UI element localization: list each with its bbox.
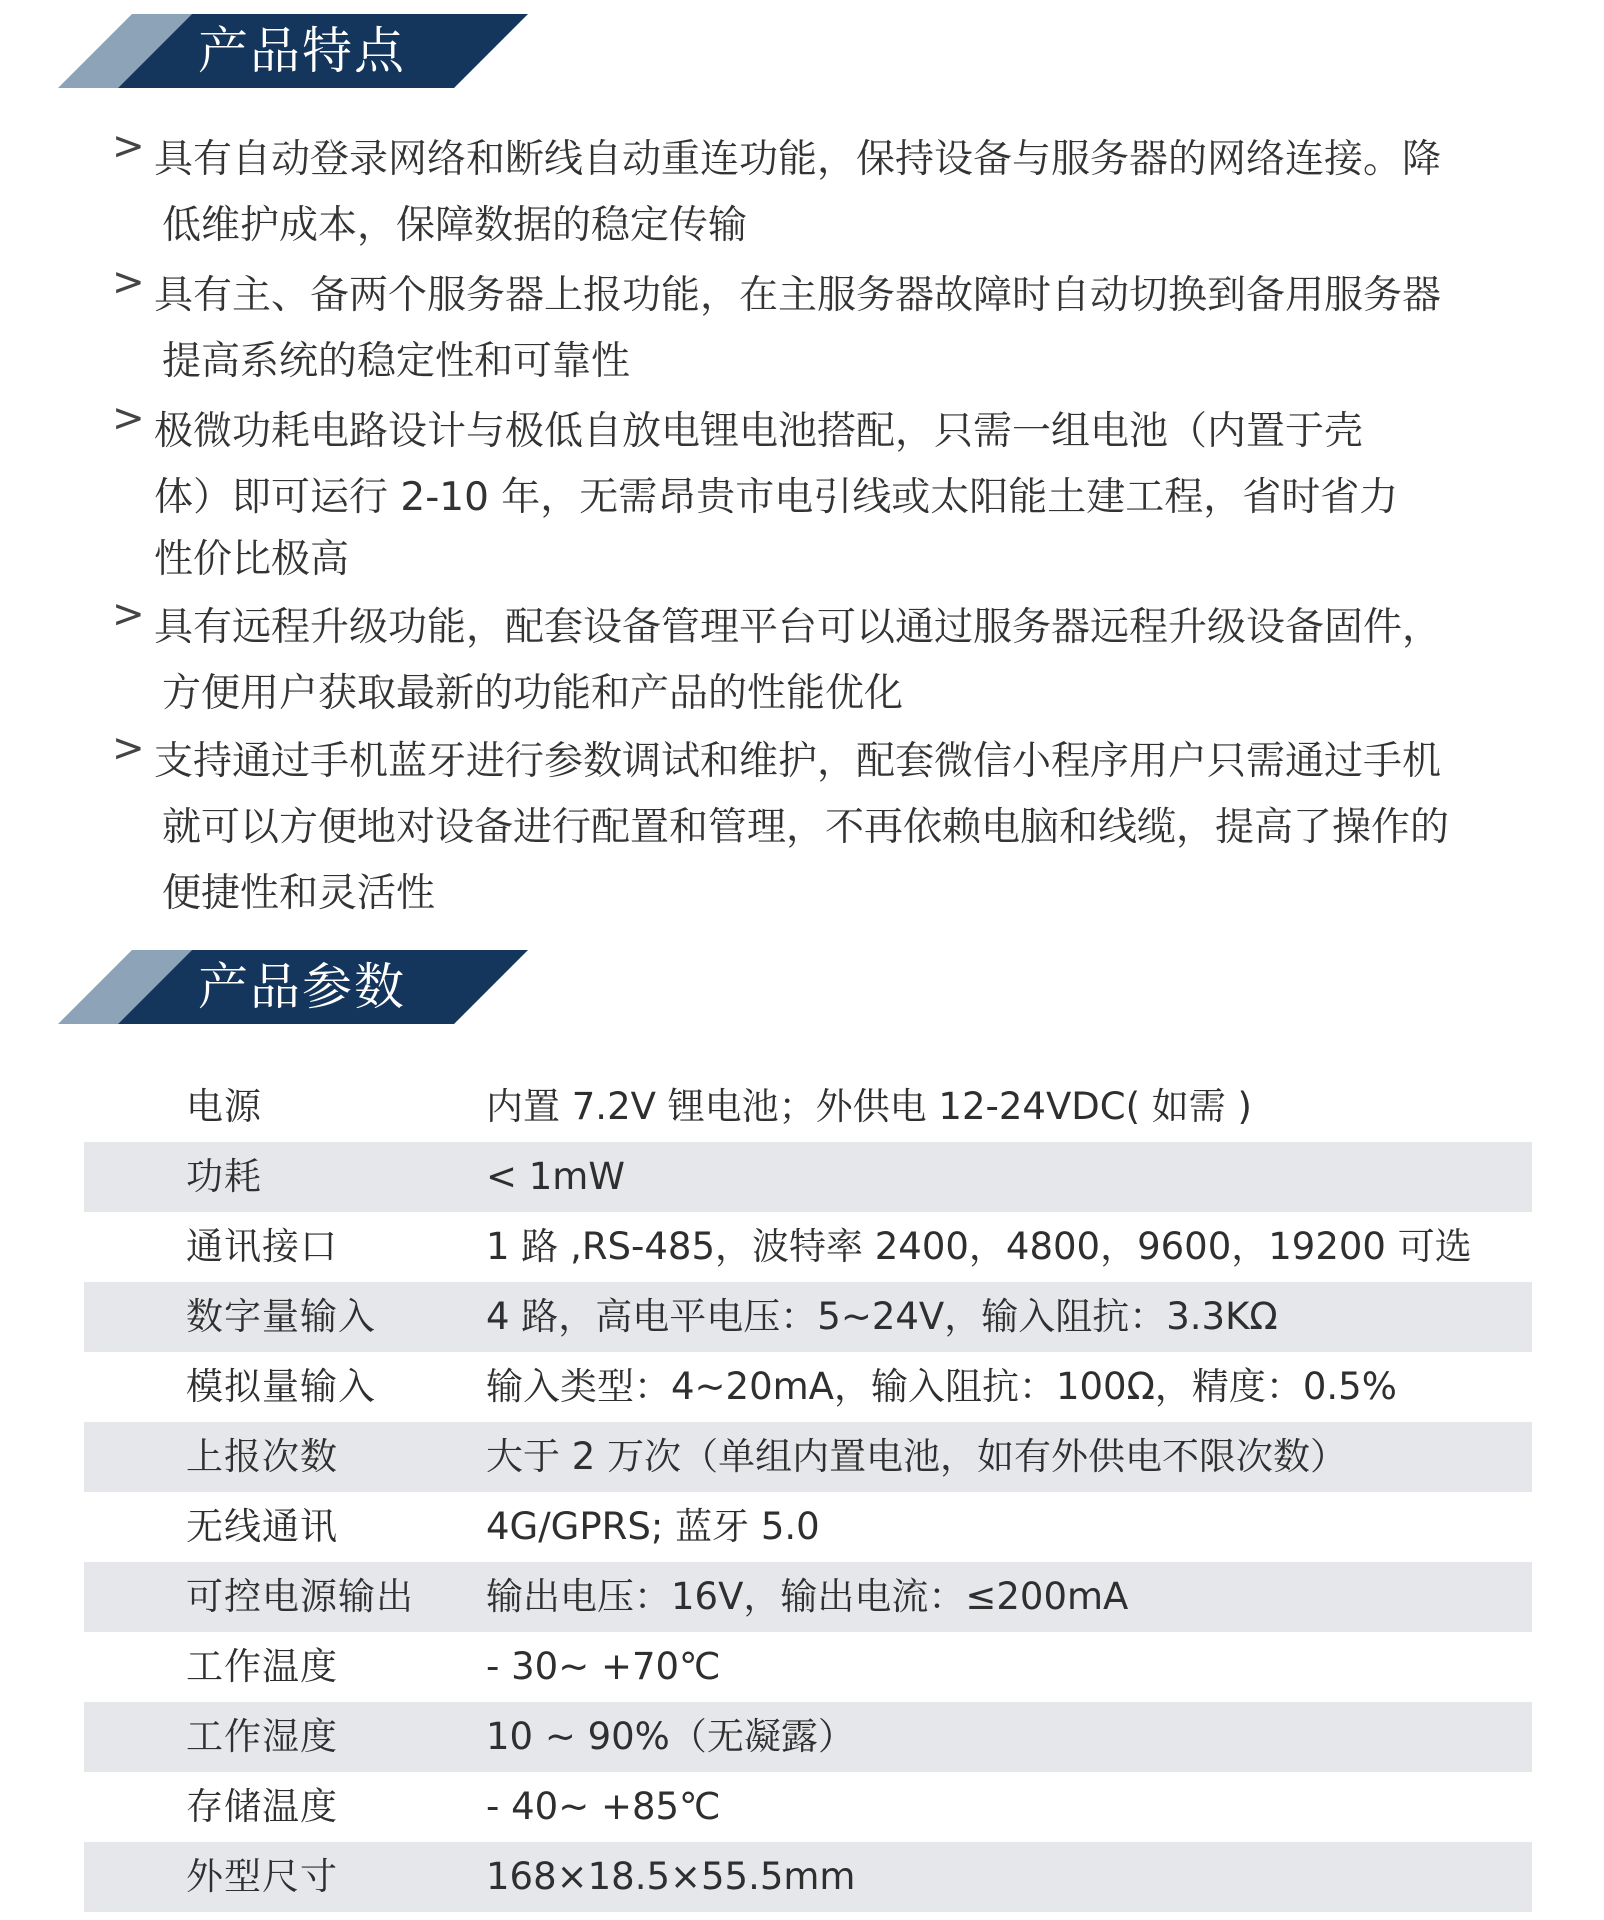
bullet-arrow-icon: > (112, 124, 145, 169)
param-value: 4G/GPRS; 蓝牙 5.0 (486, 1505, 820, 1548)
param-name: 无线通讯 (186, 1505, 338, 1548)
feature-text-line: 极微功耗电路设计与极低自放电锂电池搭配，只需一组电池（内置于壳 (154, 409, 1364, 454)
param-name: 工作湿度 (186, 1715, 338, 1758)
param-value: < 1mW (486, 1155, 625, 1198)
table-row (84, 1842, 1532, 1912)
param-name: 工作温度 (186, 1645, 338, 1688)
param-name: 功耗 (186, 1155, 262, 1198)
param-name: 数字量输入 (186, 1295, 376, 1338)
bullet-arrow-icon: > (112, 260, 145, 305)
feature-text-line: 具有自动登录网络和断线自动重连功能，保持设备与服务器的网络连接。降 (154, 137, 1442, 182)
table-row (84, 1492, 1532, 1562)
section-header-features (58, 14, 528, 88)
table-row (84, 1422, 1532, 1492)
feature-text-line: 低维护成本，保障数据的稳定传输 (162, 203, 748, 248)
feature-text-line: 性价比极高 (154, 537, 350, 582)
feature-text-line: 具有主、备两个服务器上报功能，在主服务器故障时自动切换到备用服务器 (154, 273, 1442, 318)
param-name: 上报次数 (186, 1435, 338, 1478)
feature-text-line: 提高系统的稳定性和可靠性 (162, 339, 631, 384)
param-name: 外型尺寸 (186, 1855, 338, 1898)
param-name: 电源 (186, 1085, 262, 1128)
table-row (84, 1562, 1532, 1632)
bullet-arrow-icon: > (112, 592, 145, 637)
table-row (84, 1072, 1532, 1142)
param-value: 4 路，高电平电压：5~24V，输入阻抗：3.3KΩ (486, 1295, 1278, 1338)
param-value: 大于 2 万次（单组内置电池，如有外供电不限次数） (486, 1435, 1348, 1478)
feature-text-line: 体）即可运行 2-10 年，无需昂贵市电引线或太阳能土建工程，省时省力 (154, 475, 1399, 520)
param-value: - 40~ +85℃ (486, 1785, 721, 1828)
param-value: 内置 7.2V 锂电池；外供电 12-24VDC( 如需 ) (486, 1085, 1252, 1128)
param-name: 模拟量输入 (186, 1365, 376, 1408)
table-row (84, 1352, 1532, 1422)
table-row (84, 1632, 1532, 1702)
table-row (84, 1142, 1532, 1212)
feature-text-line: 方便用户获取最新的功能和产品的性能优化 (162, 671, 904, 716)
param-value: - 30~ +70℃ (486, 1645, 721, 1688)
table-row (84, 1212, 1532, 1282)
param-name: 可控电源输出 (186, 1575, 414, 1618)
feature-text-line: 支持通过手机蓝牙进行参数调试和维护，配套微信小程序用户只需通过手机 (154, 739, 1442, 784)
feature-text-line: 便捷性和灵活性 (162, 871, 436, 916)
feature-text-line: 具有远程升级功能，配套设备管理平台可以通过服务器远程升级设备固件， (154, 605, 1442, 650)
param-name: 通讯接口 (186, 1225, 338, 1268)
param-name: 存储温度 (186, 1785, 338, 1828)
bullet-arrow-icon: > (112, 396, 145, 441)
table-row (84, 1702, 1532, 1772)
param-value: 168×18.5×55.5mm (486, 1855, 856, 1898)
param-value: 输入类型：4~20mA，输入阻抗：100Ω，精度：0.5% (486, 1365, 1397, 1408)
table-row (84, 1282, 1532, 1352)
table-row (84, 1772, 1532, 1842)
param-value: 10 ~ 90%（无凝露） (486, 1715, 855, 1758)
section-title-params: 产品参数 (198, 958, 406, 1016)
params-table (84, 1072, 1532, 1912)
section-title-features: 产品特点 (198, 22, 406, 80)
param-value: 1 路 ,RS-485，波特率 2400，4800，9600，19200 可选 (486, 1225, 1472, 1268)
feature-text-line: 就可以方便地对设备进行配置和管理，不再依赖电脑和线缆，提高了操作的 (162, 805, 1450, 850)
param-value: 输出电压：16V，输出电流：≤200mA (486, 1575, 1129, 1618)
bullet-arrow-icon: > (112, 726, 145, 771)
section-header-params (58, 950, 528, 1024)
